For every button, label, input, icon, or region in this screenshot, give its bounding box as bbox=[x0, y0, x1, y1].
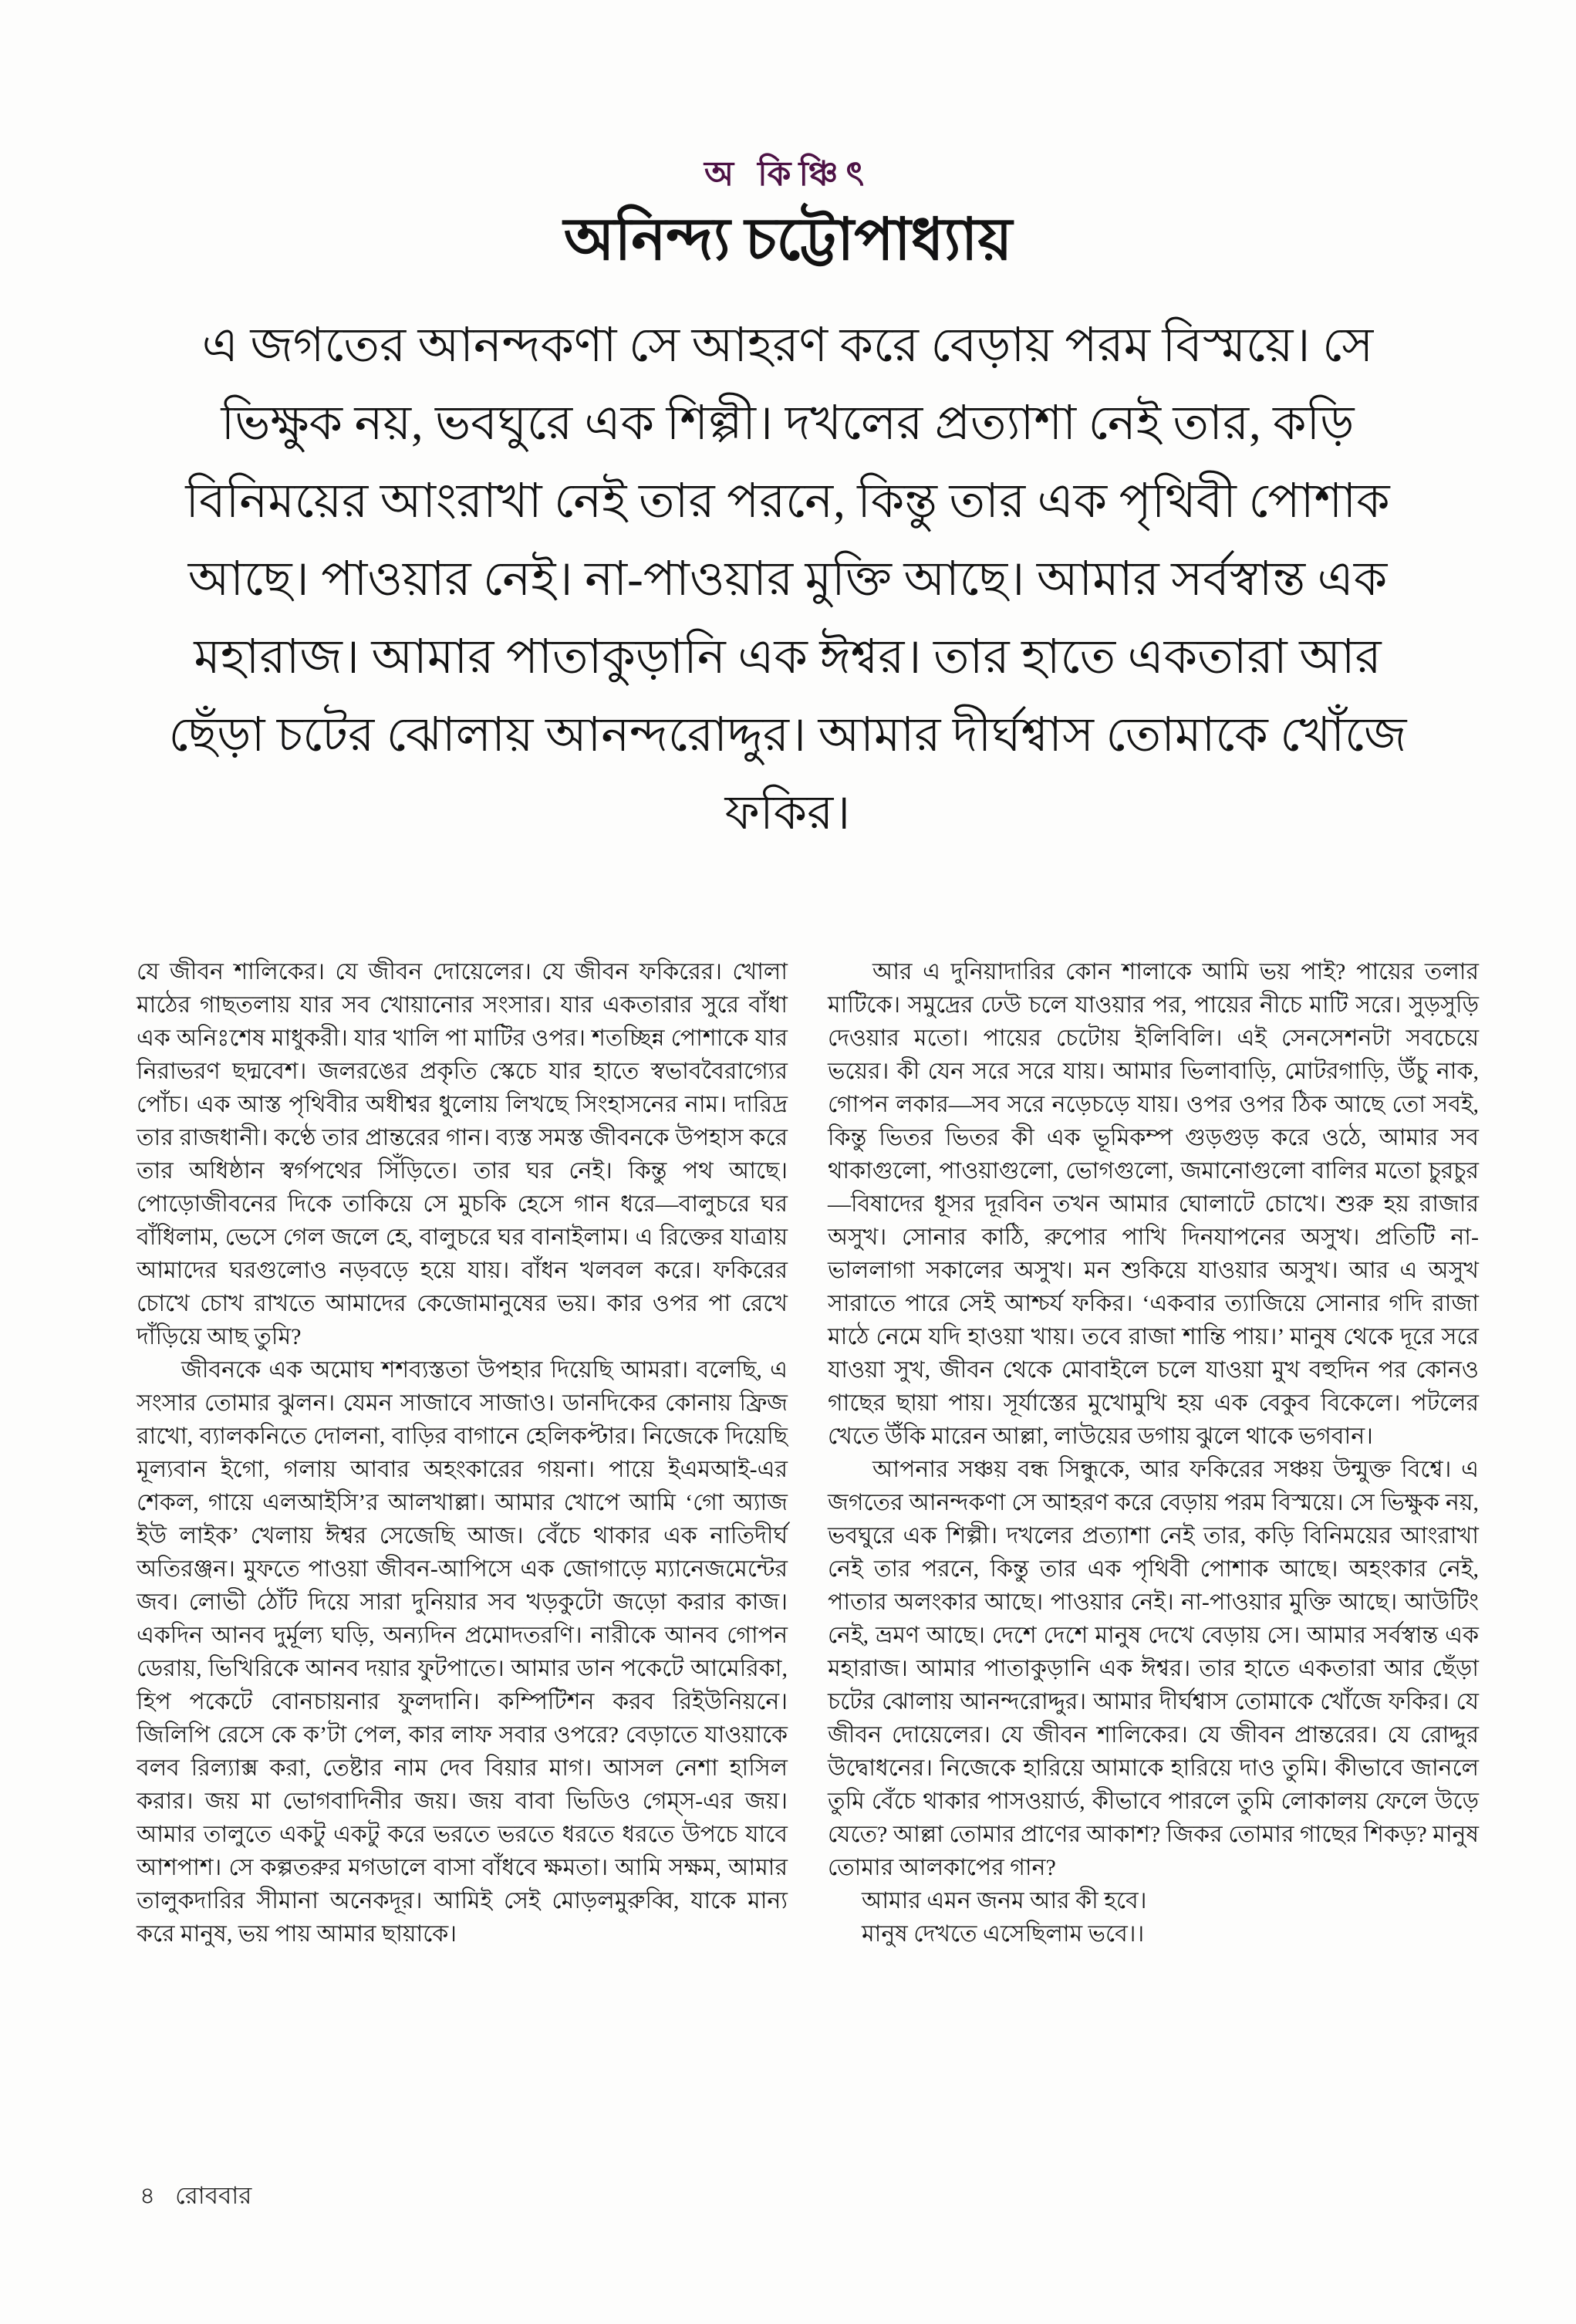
body-columns bbox=[137, 955, 1479, 1951]
author-byline-title: অনিন্দ্য চট্টোপাধ্যায় bbox=[563, 208, 1013, 272]
magazine-name: রোববার bbox=[175, 2182, 252, 2209]
body-paragraph: জীবনকে এক অমোঘ শশব্যস্ততা উপহার দিয়েছি আমরা। বলেছি, এ সংসার তোমার ঝুলন। যেমন সাজাবে সাজাও। ডানদিকের কোনায় ফ্রিজ রাখো, ব্যালকনিতে দোলনা, বাড়ির বাগানে হেলিকপ্টার। নিজেকে দিয়েছি মূল্যবান ইগো, গলায় আবার অহংকারের গয়না। পায়ে ইএমআই-এর শেকল, গায়ে এলআইসি’র আলখাল্লা। আমার খোপে আমি ‘গো অ্যাজ ইউ লাইক’ খেলায় ঈশ্বর সেজেছি আজ। বেঁচে থাকার এক নাতিদীর্ঘ অতিরঞ্জন। মুফতে পাওয়া জীবন-আপিসে এক জোগাড়ে ম্যানেজমেন্টের জব। লোভী ঠোঁট দিয়ে সারা দুনিয়ার সব খড়কুটো জড়ো করার কাজ। একদিন আনব দুর্মূল্য ঘড়ি, অন্যদিন প্রমোদতরণি। নারীকে আনব গোপন ডেরায়, ভিখিরিকে আনব দয়ার ফুটপাতে। আমার ডান পকেটে আমেরিকা, হিপ পকেটে বোনচায়নার ফুলদানি। কম্পিটিশন করব রিইউনিয়নে। জিলিপি রেসে কে ক’টা পেল, কার লাফ সবার ওপরে? বেড়াতে যাওয়াকে বলব রিল্যাক্স করা, তেষ্টার নাম দেব বিয়ার মাগ। আসল নেশা হাসিল করার। জয় মা ভোগবাদিনীর জয়। জয় বাবা ভিডিও গেম্‌স-এর জয়। আমার তালুতে একটু একটু করে ভরতে ভরতে ধরতে ধরতে উপচে যাবে আশপাশ। সে কল্পতরুর মগডালে বাসা বাঁধবে ক্ষমতা। আমি সক্ষম, আমার তালুকদারির সীমানা অনেকদূর। আমিই সেই মোড়লমুরুব্বি, যাকে মান্য করে মানুষ, ভয় পায় আমার ছায়াকে। bbox=[137, 1357, 788, 1947]
lede-paragraph: এ জগতের আনন্দকণা সে আহরণ করে বেড়ায় পরম বিস্ময়ে। সে ভিক্ষুক নয়, ভবঘুরে এক শিল্পী। দখলের প্রত্যাশা নেই তার, কড়ি বিনিময়ের আংরাখা নেই তার পরনে, কিন্তু তার এক পৃথিবী পোশাক আছে। পাওয়ার নেই। না-পাওয়ার মুক্তি আছে। আমার সর্বস্বান্ত এক মহারাজ। আমার পাতাকুড়ানি এক ঈশ্বর। তার হাতে একতারা আর ছেঁড়া চটের ঝোলায় আনন্দরোদ্দুর। আমার দীর্ঘশ্বাস তোমাকে খোঁজে ফকির। bbox=[168, 319, 1407, 839]
page-footer bbox=[140, 2177, 251, 2218]
body-paragraph: আর এ দুনিয়াদারির কোন শালাকে আমি ভয় পাই? পায়ের তলার মাটিকে। সমুদ্রের ঢেউ চলে যাওয়ার পর, পায়ের নীচে মাটি সরে। সুড়সুড়ি দেওয়ার মতো। পায়ের চেটোয় ইলিবিলি। এই সেনসেশনটা সবচেয়ে ভয়ের। কী যেন সরে সরে যায়। আমার ভিলাবাড়ি, মোটরগাড়ি, উঁচু নাক, গোপন লকার—সব সরে নড়েচড়ে যায়। ওপর ওপর ঠিক আছে তো সবই, কিন্তু ভিতর ভিতর কী এক ভূমিকম্প গুড়গুড় করে ওঠে, আমার সব থাকাগুলো, পাওয়াগুলো, ভোগগুলো, জমানোগুলো বালির মতো চুরচুর—বিষাদের ধূসর দূরবিন তখন আমার ঘোলাটে চোখে। শুরু হয় রাজার অসুখ। সোনার কাঠি, রুপোর পাখি দিনযাপনের অসুখ। প্রতিটি না-ভাললাগা সকালের অসুখ। মন শুকিয়ে যাওয়ার অসুখ। আর এ অসুখ সারাতে পারে সেই আশ্চর্য ফকির। ‘একবার ত্যাজিয়ে সোনার গদি রাজা মাঠে নেমে যদি হাওয়া খায়। তবে রাজা শান্তি পায়।’ মানুষ থেকে দূরে সরে যাওয়া সুখ, জীবন থেকে মোবাইলে চলে যাওয়া মুখ বহুদিন পর কোনও গাছের ছায়া পায়। সূর্যাস্তের মুখোমুখি হয় এক বেকুব বিকেলে। পটলের খেতে উঁকি মারেন আল্লা, লাউয়ের ডগায় ঝুলে থাকে ভগবান। bbox=[828, 959, 1479, 1449]
right-column bbox=[828, 955, 1479, 1951]
verse-line: মানুষ দেখতে এসেছিলাম ভবে।। bbox=[862, 1921, 1145, 1947]
left-column bbox=[137, 955, 788, 1951]
section-kicker: অ কিঞ্চিৎ bbox=[704, 155, 872, 193]
body-paragraph: আপনার সঞ্চয় বন্ধ সিন্ধুকে, আর ফকিরের সঞ্চয় উন্মুক্ত বিশ্বে। এ জগতের আনন্দকণা সে আহরণ করে বেড়ায় পরম বিস্ময়ে। সে ভিক্ষুক নয়, ভবঘুরে এক শিল্পী। দখলের প্রত্যাশা নেই তার, কড়ি বিনিময়ের আংরাখা নেই তার পরনে, কিন্তু তার এক পৃথিবী পোশাক আছে। অহংকার নেই, পাতার অলংকার আছে। পাওয়ার নেই। না-পাওয়ার মুক্তি আছে। আউটিং নেই, ভ্রমণ আছে। দেশে দেশে মানুষ দেখে বেড়ায় সে। আমার সর্বস্বান্ত এক মহারাজ। আমার পাতাকুড়ানি এক ঈশ্বর। তার হাতে একতারা আর ছেঁড়া চটের ঝোলায় আনন্দরোদ্দুর। আমার দীর্ঘশ্বাস তোমাকে খোঁজে ফকির। যে জীবন দোয়েলের। যে জীবন শালিকের। যে জীবন প্রান্তরের। যে রোদ্দুর উদ্বোধনের। নিজেকে হারিয়ে আমাকে হারিয়ে দাও তুমি। কীভাবে জানলে তুমি বেঁচে থাকার পাসওয়ার্ড, কীভাবে পারলে তুমি লোকালয় ফেলে উড়ে যেতে? আল্লা তোমার প্রাণের আকাশ? জিকর তোমার গাছের শিকড়? মানুষ তোমার আলকাপের গান? bbox=[828, 1457, 1479, 1880]
body-paragraph: যে জীবন শালিকের। যে জীবন দোয়েলের। যে জীবন ফকিরের। খোলা মাঠের গাছতলায় যার সব খোয়ানোর সংসার। যার একতারার সুরে বাঁধা এক অনিঃশেষ মাধুকরী। যার খালি পা মাটির ওপর। শতচ্ছিন্ন পোশাকে যার নিরাভরণ ছদ্মবেশ। জলরঙের প্রকৃতি স্কেচে যার হাতে স্বভাববৈরাগ্যের পোঁচ। এক আস্ত পৃথিবীর অধীশ্বর ধুলোয় লিখছে সিংহাসনের নাম। দারিদ্র তার রাজধানী। কণ্ঠে তার প্রান্তরের গান। ব্যস্ত সমস্ত জীবনকে উপহাস করে তার অধিষ্ঠান স্বর্গপথের সিঁড়িতে। তার ঘর নেই। কিন্তু পথ আছে। পোড়োজীবনের দিকে তাকিয়ে সে মুচকি হেসে গান ধরে—বালুচরে ঘর বাঁধিলাম, ভেসে গেল জলে হে, বালুচরে ঘর বানাইলাম। এ রিক্তের যাত্রায় আমাদের ঘরগুলোও নড়বড়ে হয়ে যায়। বাঁধন খলবল করে। ফকিরের চোখে চোখ রাখতে আমাদের কেজোমানুষের ভয়। কার ওপর পা রেখে দাঁড়িয়ে আছ তুমি? bbox=[137, 959, 788, 1349]
verse-line: আমার এমন জনম আর কী হবে। bbox=[862, 1888, 1147, 1914]
page-number: ৪ bbox=[140, 2182, 156, 2209]
